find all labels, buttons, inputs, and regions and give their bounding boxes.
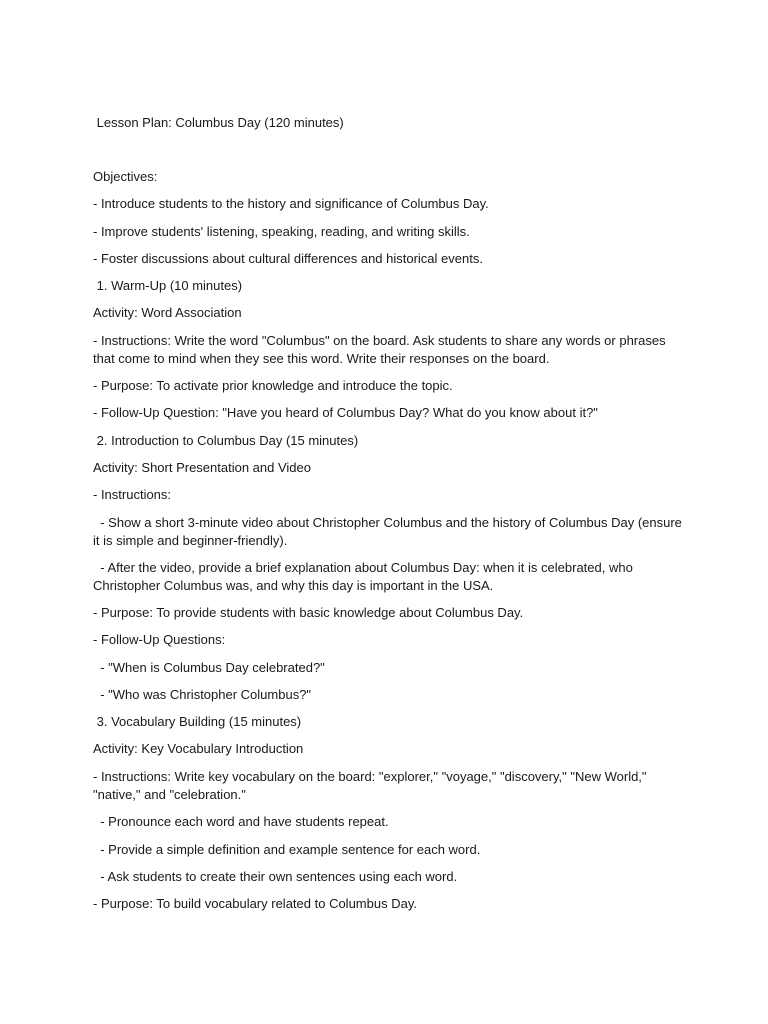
objective-item: - Foster discussions about cultural differences and historical events. [93,251,483,266]
activity-line: Activity: Short Presentation and Video [93,460,311,475]
objectives-heading: Objectives: [93,169,158,184]
activity-line: Activity: Word Association [93,305,242,320]
question-item: - "Who was Christopher Columbus?" [93,687,312,702]
instructions-paragraph: - Instructions: Write key vocabulary on the board: "explorer," "voyage," "discovery," "New World," "native," and "celebration." [93,769,651,802]
purpose-line: - Purpose: To activate prior knowledge and introduce the topic. [93,378,453,393]
document-title: Lesson Plan: Columbus Day (120 minutes) [93,115,344,130]
instructions-paragraph: - After the video, provide a brief explanation about Columbus Day: when it is celebrated, who Christopher Columbus was, and why this day is important in the USA. [93,560,637,593]
step-item: - Ask students to create their own sentences using each word. [93,869,458,884]
purpose-line: - Purpose: To build vocabulary related to Columbus Day. [93,896,417,911]
section-heading: 2. Introduction to Columbus Day (15 minutes) [93,433,359,448]
section-heading: 3. Vocabulary Building (15 minutes) [93,714,302,729]
follow-up-line: - Follow-Up Question: "Have you heard of Columbus Day? What do you know about it?" [93,405,598,420]
instructions-paragraph: - Show a short 3-minute video about Christopher Columbus and the history of Columbus Day (ensure it is simple and beginner-friendly). [93,515,686,548]
instructions-line: - Instructions: [93,487,172,502]
purpose-line: - Purpose: To provide students with basic knowledge about Columbus Day. [93,605,524,620]
activity-line: Activity: Key Vocabulary Introduction [93,741,304,756]
question-item: - "When is Columbus Day celebrated?" [93,660,325,675]
follow-up-line: - Follow-Up Questions: [93,632,226,647]
objective-item: - Introduce students to the history and significance of Columbus Day. [93,196,489,211]
instructions-paragraph: - Instructions: Write the word "Columbus" on the board. Ask students to share any words or phrases that come to mind when they see this word. Write their responses on the board. [93,333,670,366]
objective-item: - Improve students' listening, speaking, reading, and writing skills. [93,224,470,239]
step-item: - Pronounce each word and have students repeat. [93,814,389,829]
step-item: - Provide a simple definition and example sentence for each word. [93,842,481,857]
section-heading: 1. Warm-Up (10 minutes) [93,278,243,293]
